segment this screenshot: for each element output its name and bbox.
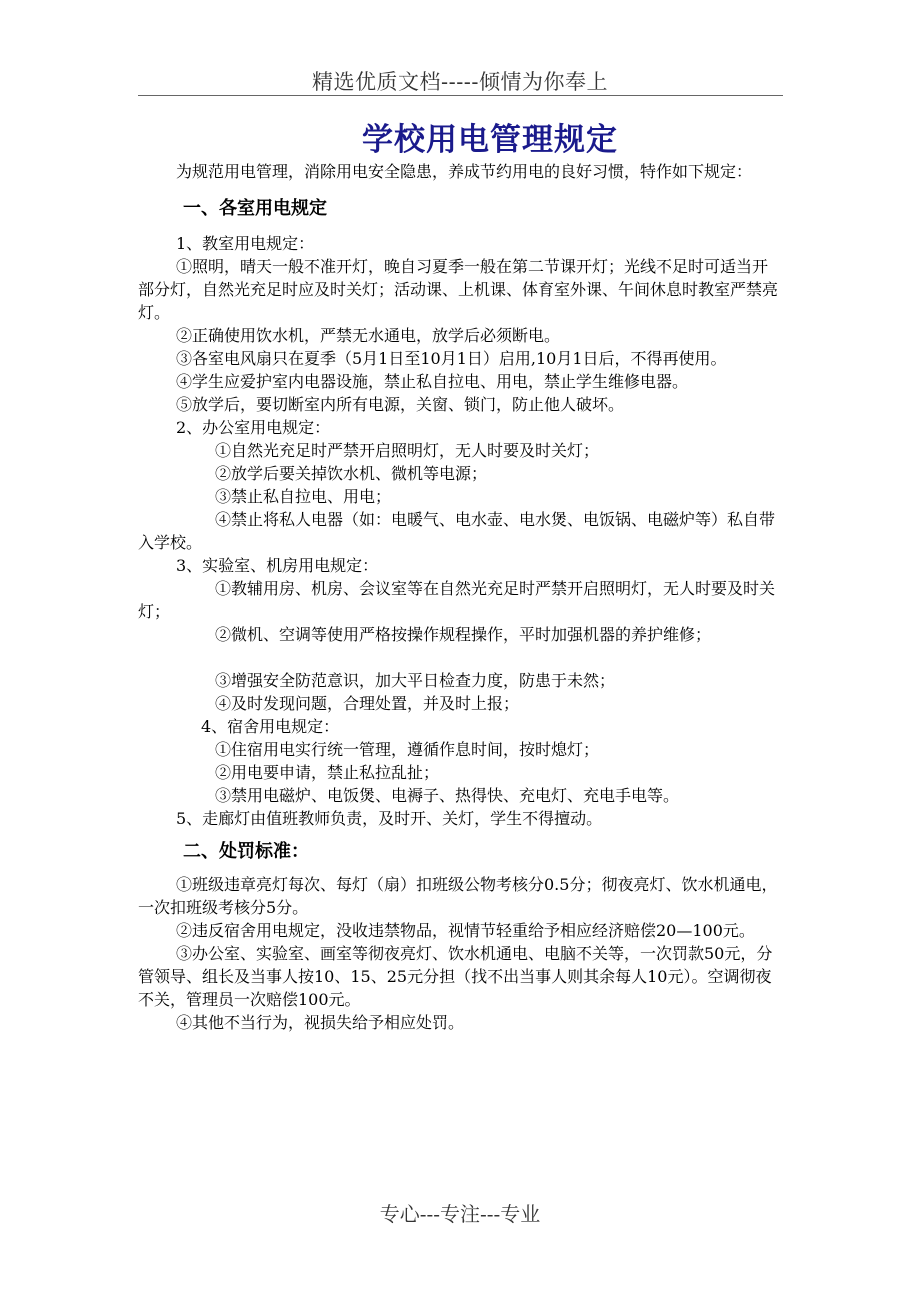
sub2-item-1: ①自然光充足时严禁开启照明灯，无人时要及时关灯； [215,441,600,460]
sub3-item-2: ②微机、空调等使用严格按操作规程操作，平时加强机器的养护维修； [215,625,712,644]
sub2-item-3: ③禁止私自拉电、用电； [215,487,392,506]
sub3-heading: 3、实验室、机房用电规定： [176,556,379,575]
document-title: 学校用电管理规定 [362,122,618,158]
sub1-item-1: ①照明，晴天一般不准开灯，晚自习夏季一般在第二节课开灯；光线不足时可适当开部分灯，自然光充足时应及时关灯；活动课、上机课、体育室外课、午间休息时教室严禁亮灯。 [138,257,779,322]
sub3-item-4: ④及时发现问题，合理处置，并及时上报； [215,694,520,713]
penalty-item-2: ②违反宿舍用电规定，没收违禁物品，视情节轻重给予相应经济赔偿20—100元。 [176,921,755,940]
sub1-item-3: ③各室电风扇只在夏季（5月1日至10月1日）启用,10月1日后，不得再使用。 [176,349,727,368]
section1-heading: 一、各室用电规定 [183,198,327,219]
sub4-item-1: ①住宿用电实行统一管理，遵循作息时间，按时熄灯； [215,740,600,759]
sub1-item-5: ⑤放学后，要切断室内所有电源，关窗、锁门，防止他人破坏。 [176,395,625,414]
penalty-item-4: ④其他不当行为，视损失给予相应处罚。 [176,1013,465,1032]
sub3-item-1: ①教辅用房、机房、会议室等在自然光充足时严禁开启照明灯，无人时要及时关灯； [138,579,776,621]
intro-paragraph: 为规范用电管理，消除用电安全隐患，养成节约用电的良好习惯，特作如下规定： [176,162,753,181]
sub5-text: 5、走廊灯由值班教师负责，及时开、关灯，学生不得擅动。 [176,809,603,828]
sub1-item-4: ④学生应爱护室内电器设施，禁止私自拉电、用电，禁止学生维修电器。 [176,372,689,391]
page-header: 精选优质文档-----倾情为你奉上 [312,70,608,94]
penalty-item-1: ①班级违章亮灯每次、每灯（扇）扣班级公物考核分0.5分；彻夜亮灯、饮水机通电，一次扣班级考核分5分。 [138,875,778,917]
sub2-heading: 2、办公室用电规定： [176,418,331,437]
sub2-item-4: ④禁止将私人电器（如：电暖气、电水壶、电水煲、电饭锅、电磁炉等）私自带入学校。 [138,510,776,552]
spacer [138,646,778,669]
section2-heading: 二、处罚标准： [183,841,309,862]
sub4-heading: 4、宿舍用电规定： [201,717,340,736]
sub2-item-2: ②放学后要关掉饮水机、微机等电源； [215,464,488,483]
sub1-item-2: ②正确使用饮水机，严禁无水通电，放学后必须断电。 [176,326,561,345]
sub3-item-3: ③增强安全防范意识，加大平日检查力度，防患于未然； [215,671,616,690]
page-footer: 专心---专注---专业 [379,1202,541,1226]
penalty-item-3: ③办公室、实验室、画室等彻夜亮灯、饮水机通电、电脑不关等，一次罚款50元，分管领导、组长及当事人按10、15、25元分担（找不出当事人则其余每人10元）。空调彻夜不关，管理员一次赔偿100元。 [138,944,773,1009]
document-body [138,160,778,1034]
header-divider [138,95,783,96]
sub4-item-2: ②用电要申请，禁止私拉乱扯； [215,763,440,782]
sub4-item-3: ③禁用电磁炉、电饭煲、电褥子、热得快、充电灯、充电手电等。 [215,786,680,805]
sub1-heading: 1、教室用电规定： [176,234,315,253]
